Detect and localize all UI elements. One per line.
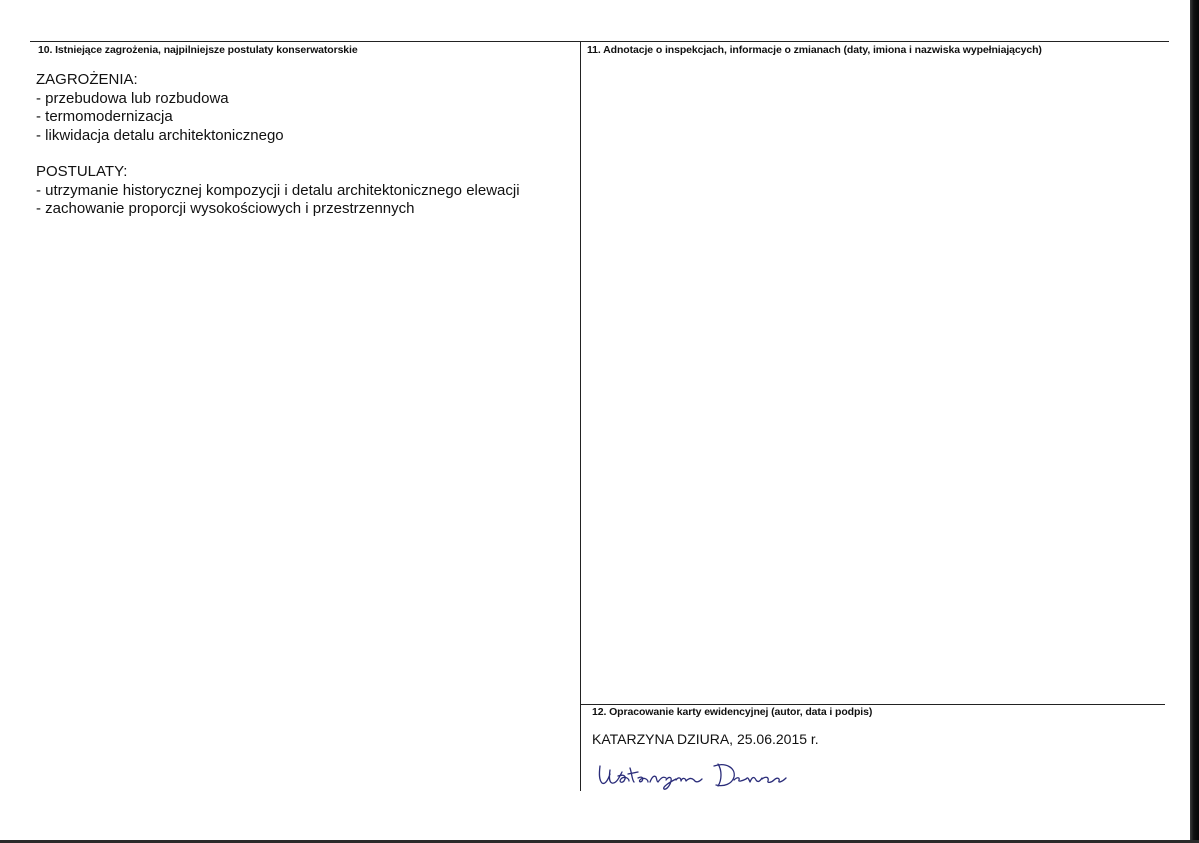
postulate-item: - zachowanie proporcji wysokościowych i przestrzennych — [36, 200, 415, 217]
section12-label: 12. Opracowanie karty ewidencyjnej (autor, data i podpis) — [592, 706, 873, 718]
column-divider — [580, 41, 581, 791]
section12-rule — [581, 704, 1165, 705]
threats-heading: ZAGROŻENIA: — [36, 71, 138, 88]
threat-item: - likwidacja detalu architektonicznego — [36, 126, 284, 144]
top-rule — [30, 41, 1169, 42]
postulates-heading: POSTULATY: — [36, 163, 128, 180]
threat-item: - przebudowa lub rozbudowa — [36, 89, 229, 107]
author-line: KATARZYNA DZIURA, 25.06.2015 r. — [592, 731, 819, 747]
section10-label: 10. Istniejące zagrożenia, najpilniejsze postulaty konserwatorskie — [38, 44, 358, 56]
postulate-item: - utrzymanie historycznej kompozycji i detalu architektonicznego elewacji — [36, 181, 520, 199]
handwritten-signature — [596, 750, 806, 799]
section10-content — [36, 71, 520, 219]
section11-label: 11. Adnotacje o inspekcjach, informacje o zmianach (daty, imiona i nazwiska wypełniających) — [587, 44, 1042, 56]
threat-item: - termomodernizacja — [36, 108, 173, 125]
scan-edge-right — [1190, 0, 1199, 843]
